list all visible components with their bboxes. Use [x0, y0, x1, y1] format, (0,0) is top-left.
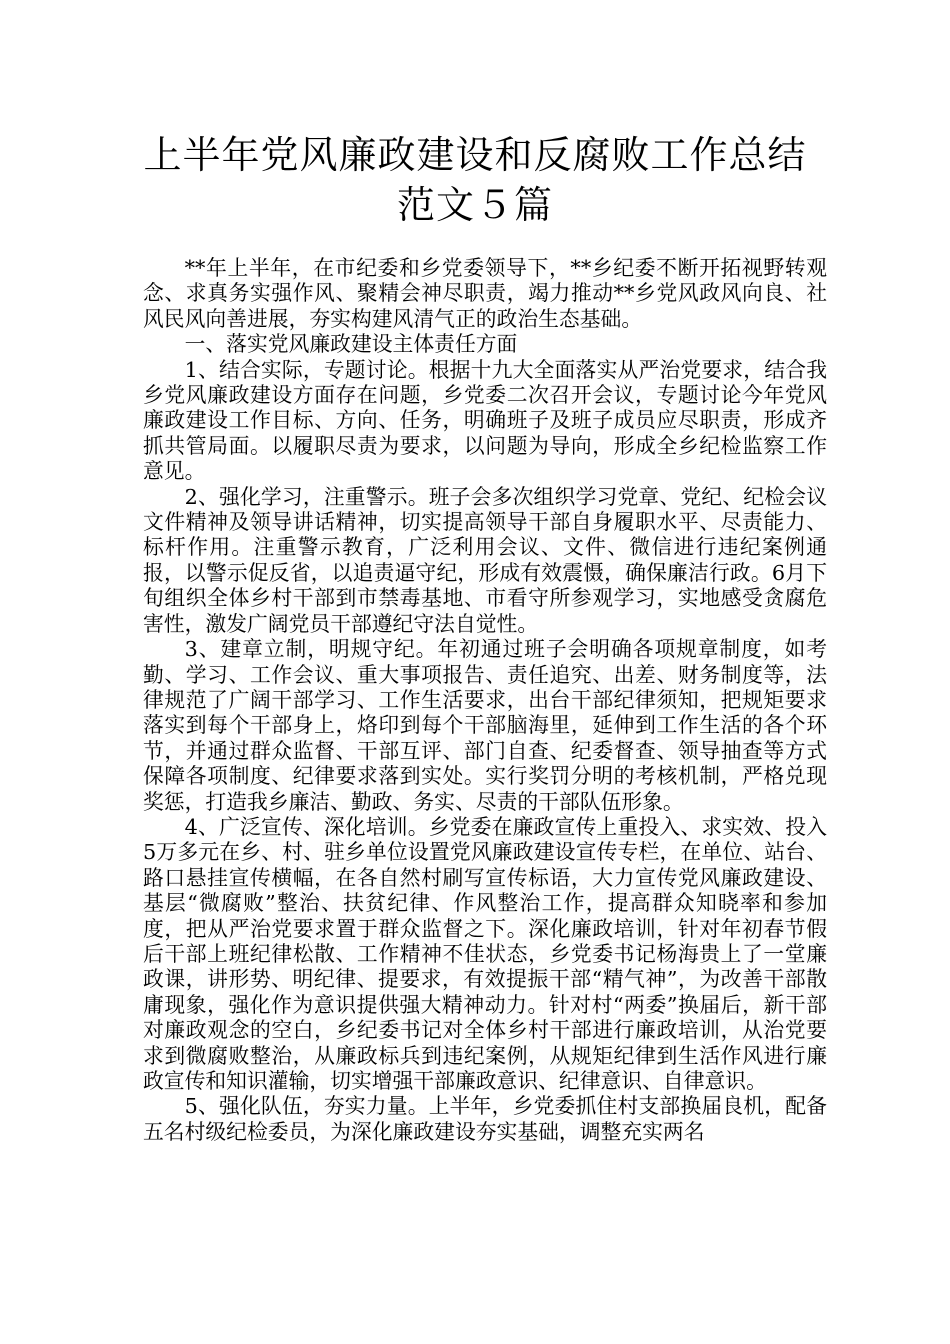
section-heading: 一、落实党风廉政建设主体责任方面 — [184, 332, 518, 357]
title-line-2: 范文５篇 — [396, 183, 553, 227]
document-title — [110, 130, 840, 230]
paragraph-item-3: 3、建章立制，明规守纪。年初通过班子会明确各项规章制度，如考勤、学习、工作会议、重大事项报告、责任追究、出差、财务制度等，法律规范了广阔干部学习、工作生活要求，出台干部纪律须知，把规矩要求落实到每个干部身上，烙印到每个干部脑海里，延伸到工作生活的各个环节，并通过群众监督、干部互评、部门自查、纪委督查、领导抽查等方式保障各项制度、纪律要求落到实处。实行奖罚分明的考核机制，严格兑现奖惩，打造我乡廉洁、勤政、务实、尽责的干部队伍形象。 — [143, 637, 827, 814]
paragraph-item-5: 5、强化队伍，夯实力量。上半年，乡党委抓住村支部换届良机，配备五名村级纪检委员，为深化廉政建设夯实基础，调整充实两名 — [143, 1094, 827, 1144]
document-body — [143, 256, 827, 1145]
title-line-1: 上半年党风廉政建设和反腐败工作总结 — [143, 133, 807, 177]
paragraph-item-1: 1、结合实际，专题讨论。根据十九大全面落实从严治党要求，结合我乡党风廉政建设方面存在问题，乡党委二次召开会议，专题讨论今年党风廉政建设工作目标、方向、任务，明确班子及班子成员应尽职责，形成齐抓共管局面。以履职尽责为要求，以问题为导向，形成全乡纪检监察工作意见。 — [143, 357, 827, 484]
intro-paragraph: **年上半年，在市纪委和乡党委领导下，**乡纪委不断开拓视野转观念、求真务实强作风、聚精会神尽职责，竭力推动**乡党风政风向良、社风民风向善进展，夯实构建风清气正的政治生态基础。 — [143, 256, 827, 331]
paragraph-item-4: 4、广泛宣传、深化培训。乡党委在廉政宣传上重投入、求实效、投入5万多元在乡、村、驻乡单位设置党风廉政建设宣传专栏，在单位、站台、路口悬挂宣传横幅，在各自然村刷写宣传标语，大力宣传党风廉政建设、基层“微腐败”整治、扶贫纪律、作风整治工作，提高群众知晓率和参加度，把从严治党要求置于群众监督之下。深化廉政培训，针对年初春节假后干部上班纪律松散、工作精神不佳状态，乡党委书记杨海贵上了一堂廉政课，讲形势、明纪律、提要求，有效提振干部“精气神”，为改善干部散庸现象，强化作为意识提供强大精神动力。针对村“两委”换届后，新干部对廉政观念的空白，乡纪委书记对全体乡村干部进行廉政培训，从治党要求到微腐败整治，从廉政标兵到违纪案例，从规矩纪律到生活作风进行廉政宣传和知识灌输，切实增强干部廉政意识、纪律意识、自律意识。 — [143, 814, 827, 1093]
paragraph-item-2: 2、强化学习，注重警示。班子会多次组织学习党章、党纪、纪检会议文件精神及领导讲话精神，切实提高领导干部自身履职水平、尽责能力、标杆作用。注重警示教育，广泛利用会议、文件、微信进行违纪案例通报，以警示促反省，以追责逼守纪，形成有效震慑，确保廉洁行政。6月下旬组织全体乡村干部到市禁毒基地、市看守所参观学习，实地感受贪腐危害性，激发广阔党员干部遵纪守法自觉性。 — [143, 484, 827, 636]
